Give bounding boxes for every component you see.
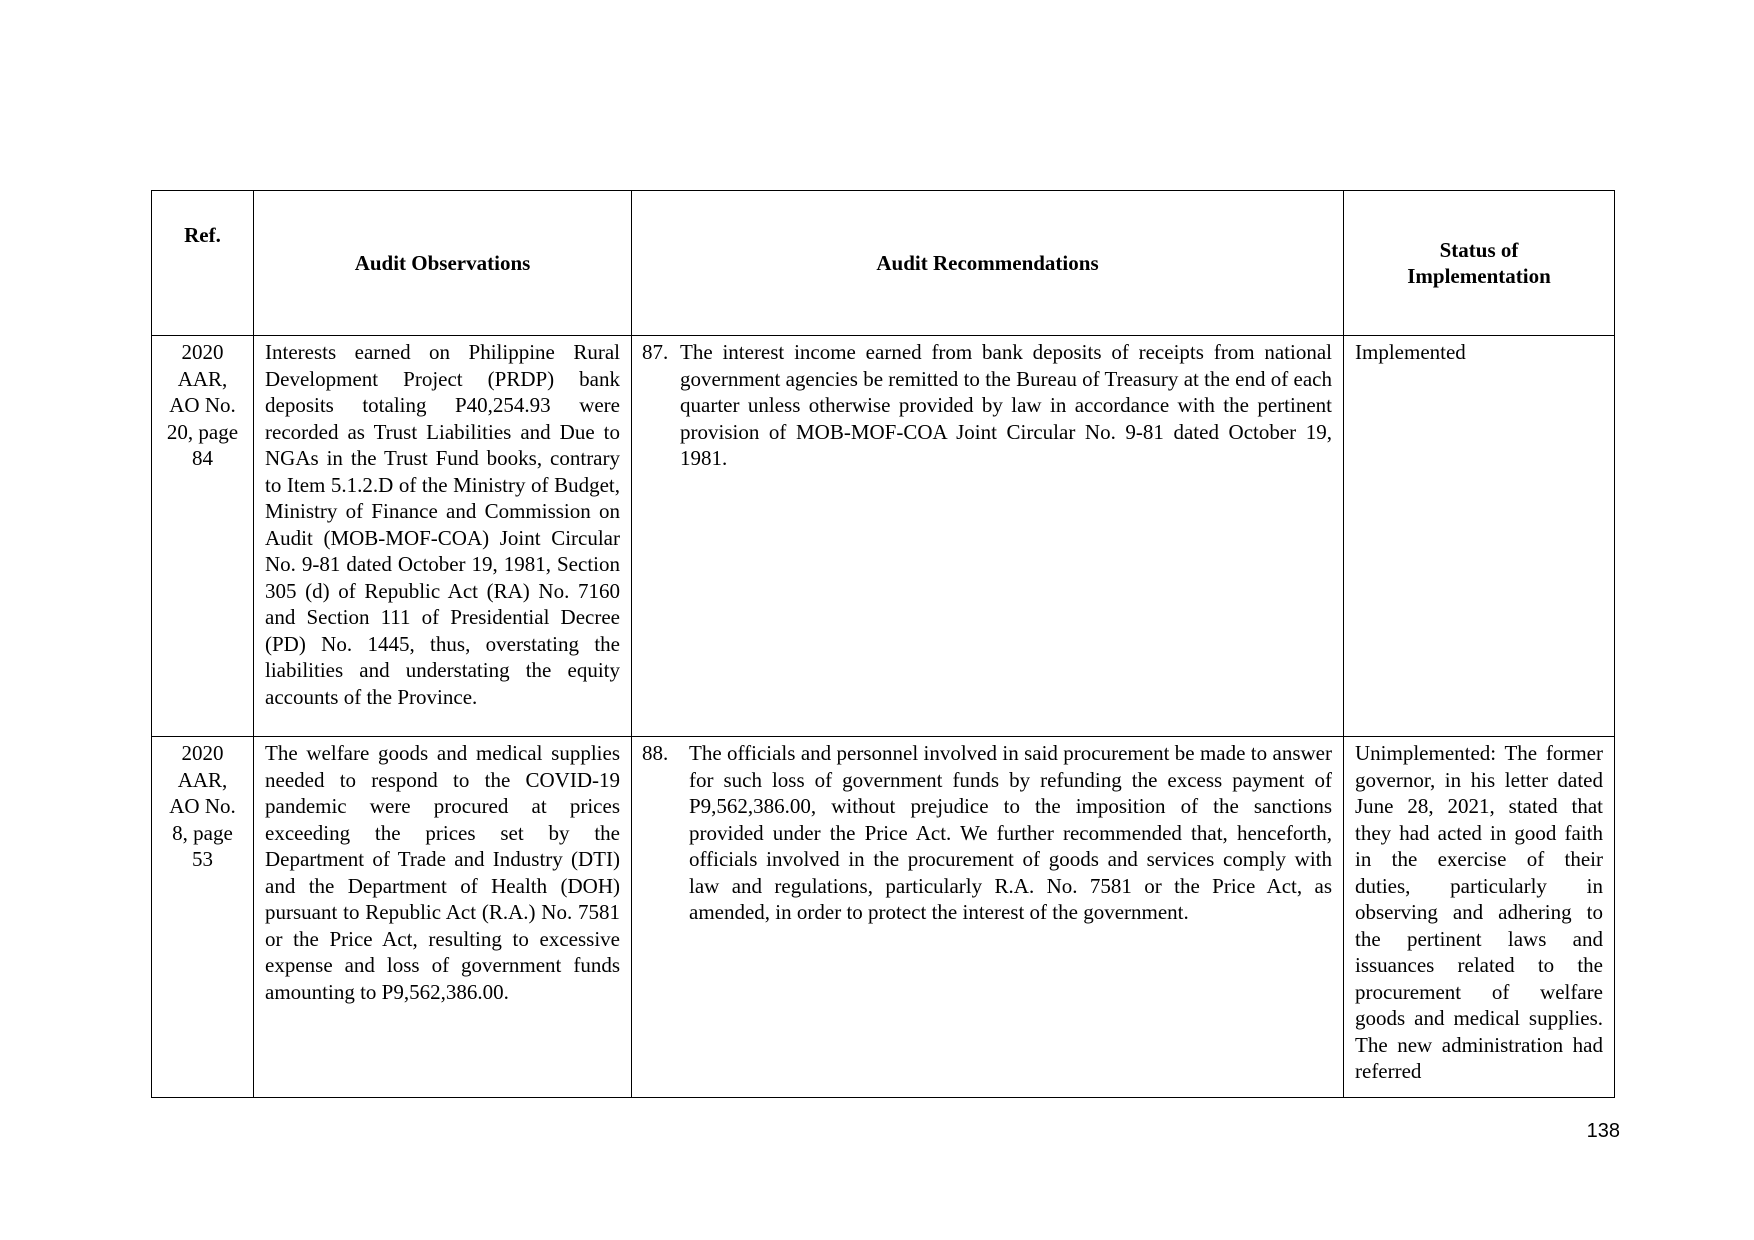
recommendation-text: The officials and personnel involved in said procurement be made to answer for such loss of government funds by refunding the excess payment of P9,562,386.00, without prejudice to the imposition of the sanctions provided under the Price Act. We further recommended that, henceforth, officials involved in the procurement of goods and services comply with law and regulations, particularly R.A. No. 7581 or the Price Act, as amended, in order to protect the interest of the government. xyxy=(689,741,1332,924)
ref-line: 53 xyxy=(192,847,213,871)
ref-line: 2020 xyxy=(181,340,224,364)
header-audit-recommendations: Audit Recommendations xyxy=(632,191,1344,336)
page-number: 138 xyxy=(1586,1120,1620,1142)
header-row xyxy=(152,191,1615,336)
header-status-line2: Implementation xyxy=(1407,264,1551,288)
recommendation-item xyxy=(642,339,1332,472)
ref-line: AAR, xyxy=(177,366,228,391)
status-cell: Implemented xyxy=(1344,336,1615,737)
table-row xyxy=(152,737,1615,1098)
ref-line: AO No. xyxy=(169,393,236,417)
recommendation-number: 88. xyxy=(642,741,669,765)
header-audit-observations: Audit Observations xyxy=(254,191,632,336)
ref-cell xyxy=(152,336,254,737)
recommendation-item xyxy=(642,740,1332,926)
header-status-line1: Status of xyxy=(1439,238,1519,262)
table-row xyxy=(152,336,1615,737)
ref-line: 8, page xyxy=(172,820,233,845)
ref-line: AO No. xyxy=(169,794,236,818)
recommendation-text: The interest income earned from bank deposits of receipts from national government agencies be remitted to the Bureau of Treasury at the end of each quarter unless otherwise provided by law in accordance with the pertinent provision of MOB-MOF-COA Joint Circular No. 9-81 dated October 19, 1981. xyxy=(680,340,1332,470)
audit-table xyxy=(151,190,1615,1098)
recommendation-number: 87. xyxy=(642,340,669,364)
observation-cell: Interests earned on Philippine Rural Development Project (PRDP) bank deposits totaling P40,254.93 were recorded as Trust Liabilities and Due to NGAs in the Trust Fund books, contrary to Item 5.1.2.D of the Ministry of Budget, Ministry of Finance and Commission on Audit (MOB-MOF-COA) Joint Circular No. 9-81 dated October 19, 1981, Section 305 (d) of Republic Act (RA) No. 7160 and Section 111 of Presidential Decree (PD) No. 1445, thus, overstating the liabilities and understating the equity accounts of the Province. xyxy=(254,336,632,737)
ref-line: 20, page xyxy=(166,419,239,444)
header-ref: Ref. xyxy=(152,191,254,336)
ref-cell xyxy=(152,737,254,1098)
status-cell: Unimplemented: The former governor, in his letter dated June 28, 2021, stated that they had acted in good faith in the exercise of their duties, particularly in observing and adhering to the pertinent laws and issuances related to the procurement of welfare goods and medical supplies. The new administration had referred xyxy=(1344,737,1615,1098)
ref-line: 2020 xyxy=(181,741,224,765)
ref-line: AAR, xyxy=(177,767,228,792)
recommendation-cell xyxy=(632,336,1344,737)
recommendation-cell xyxy=(632,737,1344,1098)
header-status-of-implementation xyxy=(1344,191,1615,336)
observation-cell: The welfare goods and medical supplies needed to respond to the COVID-19 pandemic were procured at prices exceeding the prices set by the Department of Trade and Industry (DTI) and the Department of Health (DOH) pursuant to Republic Act (R.A.) No. 7581 or the Price Act, resulting to excessive expense and loss of government funds amounting to P9,562,386.00. xyxy=(254,737,632,1098)
ref-line: 84 xyxy=(192,446,213,470)
